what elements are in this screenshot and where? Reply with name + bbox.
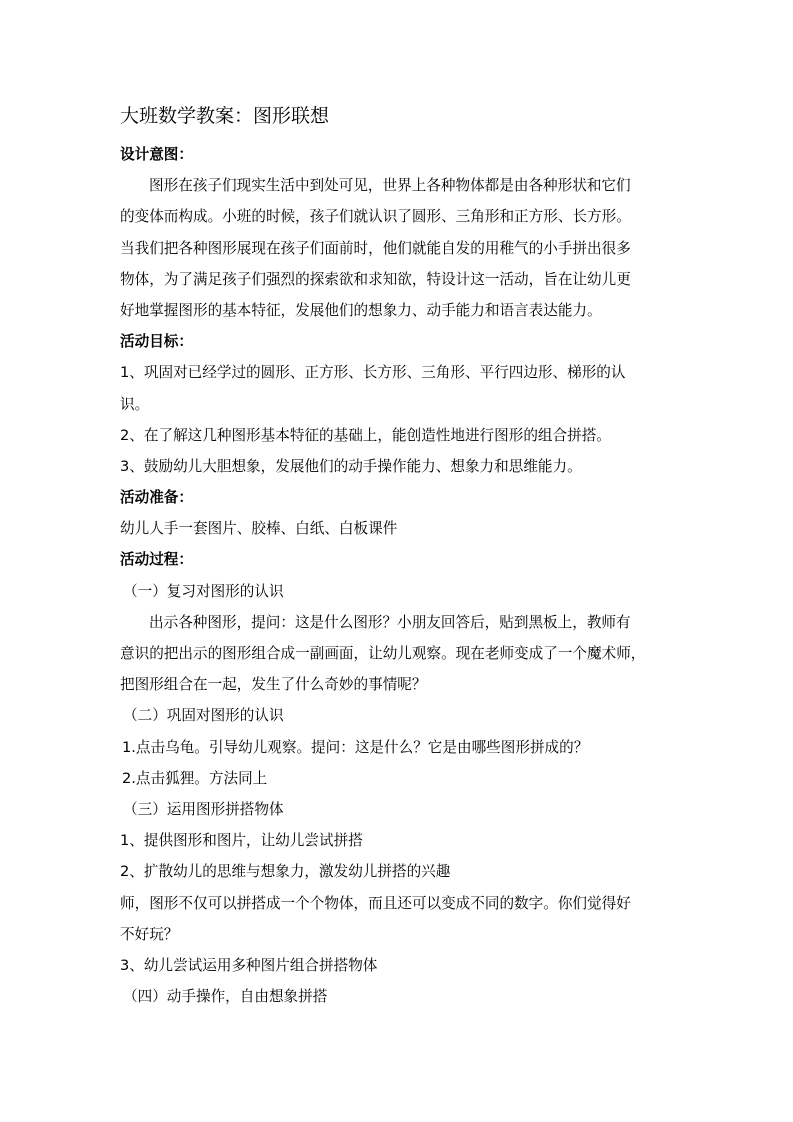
subsection-title: （三）运用图形拼搭物体 [123, 800, 284, 818]
step-item: 2、扩散幼儿的思维与想象力，激发幼儿拼搭的兴趣 [120, 863, 451, 881]
paragraph-line: 图形在孩子们现实生活中到处可见，世界上各种物体都是由各种形状和它们 [149, 177, 631, 195]
document-body [120, 100, 680, 1012]
step-item: 2.点击狐狸。方法同上 [122, 769, 268, 787]
paragraph-line: 出示各种图形，提问：这是什么图形？小朋友回答后，贴到黑板上，教师有 [149, 613, 631, 631]
document-title: 大班数学教案：图形联想 [120, 105, 330, 127]
paragraph-line: 的变体而构成。小班的时候，孩子们就认识了圆形、三角形和正方形、长方形。 [120, 208, 631, 226]
subsection-title: （二）巩固对图形的认识 [123, 707, 284, 725]
section-heading-prep: 活动准备： [120, 489, 193, 507]
paragraph-line: 物体，为了满足孩子们强烈的探索欲和求知欲，特设计这一活动，旨在让幼儿更 [120, 270, 631, 288]
paragraph-line: 把图形组合在一起，发生了什么奇妙的事情呢？ [120, 676, 427, 694]
paragraph-line: 好地掌握图形的基本特征，发展他们的想象力、动手能力和语言表达能力。 [120, 301, 602, 319]
goal-item: 1、巩固对已经学过的圆形、正方形、长方形、三角形、平行四边形、梯形的认 [120, 364, 626, 382]
paragraph-line: 当我们把各种图形展现在孩子们面前时，他们就能自发的用稚气的小手拼出很多 [120, 239, 631, 257]
prep-text: 幼儿人手一套图片、胶棒、白纸、白板课件 [120, 520, 398, 538]
paragraph-line: 意识的把出示的图形组合成一副画面，让幼儿观察。现在老师变成了一个魔术师， [120, 645, 646, 662]
section-heading-goals: 活动目标： [120, 333, 193, 351]
subsection-title: （一）复习对图形的认识 [123, 582, 284, 600]
step-item: 3、幼儿尝试运用多种图片组合拼搭物体 [120, 956, 378, 974]
goal-item-continued: 识。 [120, 395, 150, 413]
step-item: 1、提供图形和图片，让幼儿尝试拼搭 [120, 832, 363, 850]
paragraph-line: 不好玩？ [120, 925, 179, 943]
step-item: 1.点击乌龟。引导幼儿观察。提问：这是什么？它是由哪些图形拼成的？ [122, 738, 589, 756]
subsection-title: （四）动手操作，自由想象拼搭 [123, 988, 328, 1006]
paragraph-line: 师，图形不仅可以拼搭成一个个物体，而且还可以变成不同的数字。你们觉得好 [120, 894, 631, 912]
goal-item: 2、在了解这几种图形基本特征的基础上，能创造性地进行图形的组合拼搭。 [120, 426, 611, 444]
section-heading-design: 设计意图： [120, 146, 193, 163]
goal-item: 3、鼓励幼儿大胆想象，发展他们的动手操作能力、想象力和思维能力。 [120, 457, 582, 475]
section-heading-process: 活动过程： [120, 551, 193, 569]
